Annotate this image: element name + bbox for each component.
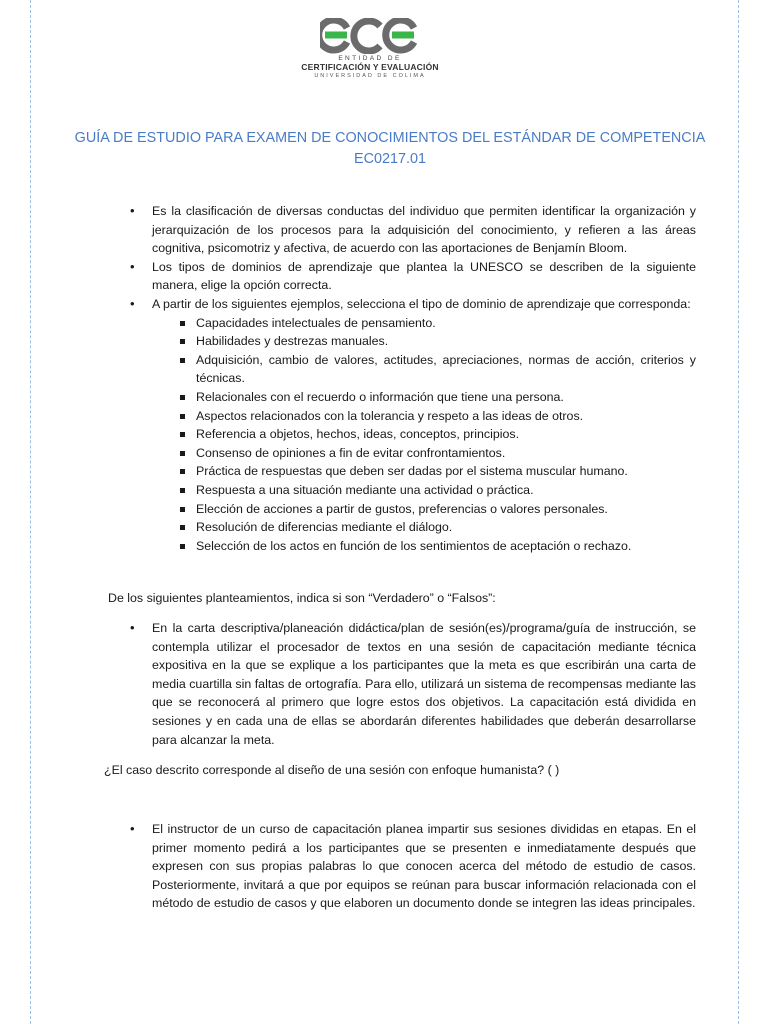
ece-logo-mark <box>320 18 420 54</box>
logo-line-3: UNIVERSIDAD DE COLIMA <box>314 73 426 79</box>
list-item: Habilidades y destrezas manuales. <box>152 332 696 351</box>
case2-list <box>108 820 696 913</box>
list-item: Consenso de opiniones a fin de evitar confrontamientos. <box>152 444 696 463</box>
page-margin-left <box>30 0 31 1024</box>
ece-logo <box>290 18 450 98</box>
list-item: • En la carta descriptiva/planeación didáctica/plan de sesión(es)/programa/guía de instrucción, se contempla utilizar el procesador de textos en una sesión de capacitación mediante técnica expositiva en la que se explique a los participantes que la meta es que escribirán una carta de media cuartilla sin faltas de ortografía. Para ello, utilizará un sistema de recompensas mediante las que se reconocerá al primero que logre estos dos objetivos. La capacitación está dividida en sesiones y en cada una de ellas se abordarán diferentes habilidades que deberán desarrollarse para alcanzar la meta. <box>108 619 696 749</box>
list-item: Aspectos relacionados con la tolerancia y respeto a las ideas de otros. <box>152 407 696 426</box>
domain-examples-list <box>152 314 696 556</box>
logo-line-2: CERTIFICACIÓN Y EVALUACIÓN <box>301 62 439 72</box>
list-item: • El instructor de un curso de capacitación planea impartir sus sesiones divididas en etapas. En el primer momento pedirá a los participantes que se presenten e inmediatamente después que expresen con sus propias palabras lo que conocen acerca del método de estudio de casos. Posteriormente, invitará a que por equipos se reúnan para buscar información relacionada con el método de estudio de casos y que elaboren un documento donde se integren las ideas principales. <box>108 820 696 913</box>
title-line-2: EC0217.01 <box>353 151 426 167</box>
question-1: ¿El caso descrito corresponde al diseño de una sesión con enfoque humanista? ( ) <box>104 763 560 777</box>
list-item: Resolución de diferencias mediante el diálogo. <box>152 518 696 537</box>
page-margin-right <box>738 0 739 1024</box>
case1-list <box>108 619 696 749</box>
logo-line-1: ENTIDAD DE <box>338 55 402 62</box>
list-item: Elección de acciones a partir de gustos, preferencias o valores personales. <box>152 500 696 519</box>
document-title <box>60 128 720 170</box>
list-item: Adquisición, cambio de valores, actitudes, apreciaciones, normas de acción, criterios y técnicas. <box>152 351 696 388</box>
list-item: Respuesta a una situación mediante una actividad o práctica. <box>152 481 696 500</box>
list-item: • Es la clasificación de diversas conductas del individuo que permiten identificar la organización y jerarquización de los procesos para la adquisición del conocimiento, y refieren a las áreas cognitiva, psicomotriz y afectiva, de acuerdo con las aportaciones de Benjamín Bloom. <box>108 202 696 258</box>
title-line-1: GUÍA DE ESTUDIO PARA EXAMEN DE CONOCIMIENTOS DEL ESTÁNDAR DE COMPETENCIA <box>74 130 706 146</box>
list-item: • Los tipos de dominios de aprendizaje que plantea la UNESCO se describen de la siguiente manera, elige la opción correcta. <box>108 258 696 295</box>
section1-list <box>108 202 696 555</box>
list-item: Capacidades intelectuales de pensamiento. <box>152 314 696 333</box>
list-item <box>108 295 696 555</box>
list-item: Relacionales con el recuerdo o información que tiene una persona. <box>152 388 696 407</box>
list-item: Práctica de respuestas que deben ser dadas por el sistema muscular humano. <box>152 462 696 481</box>
true-false-intro: De los siguientes planteamientos, indica si son “Verdadero” o “Falsos”: <box>108 591 496 605</box>
list-item: Referencia a objetos, hechos, ideas, conceptos, principios. <box>152 425 696 444</box>
list-item-text: A partir de los siguientes ejemplos, selecciona el tipo de dominio de aprendizaje que corresponda: <box>152 296 691 311</box>
list-item: Selección de los actos en función de los sentimientos de aceptación o rechazo. <box>152 537 696 556</box>
